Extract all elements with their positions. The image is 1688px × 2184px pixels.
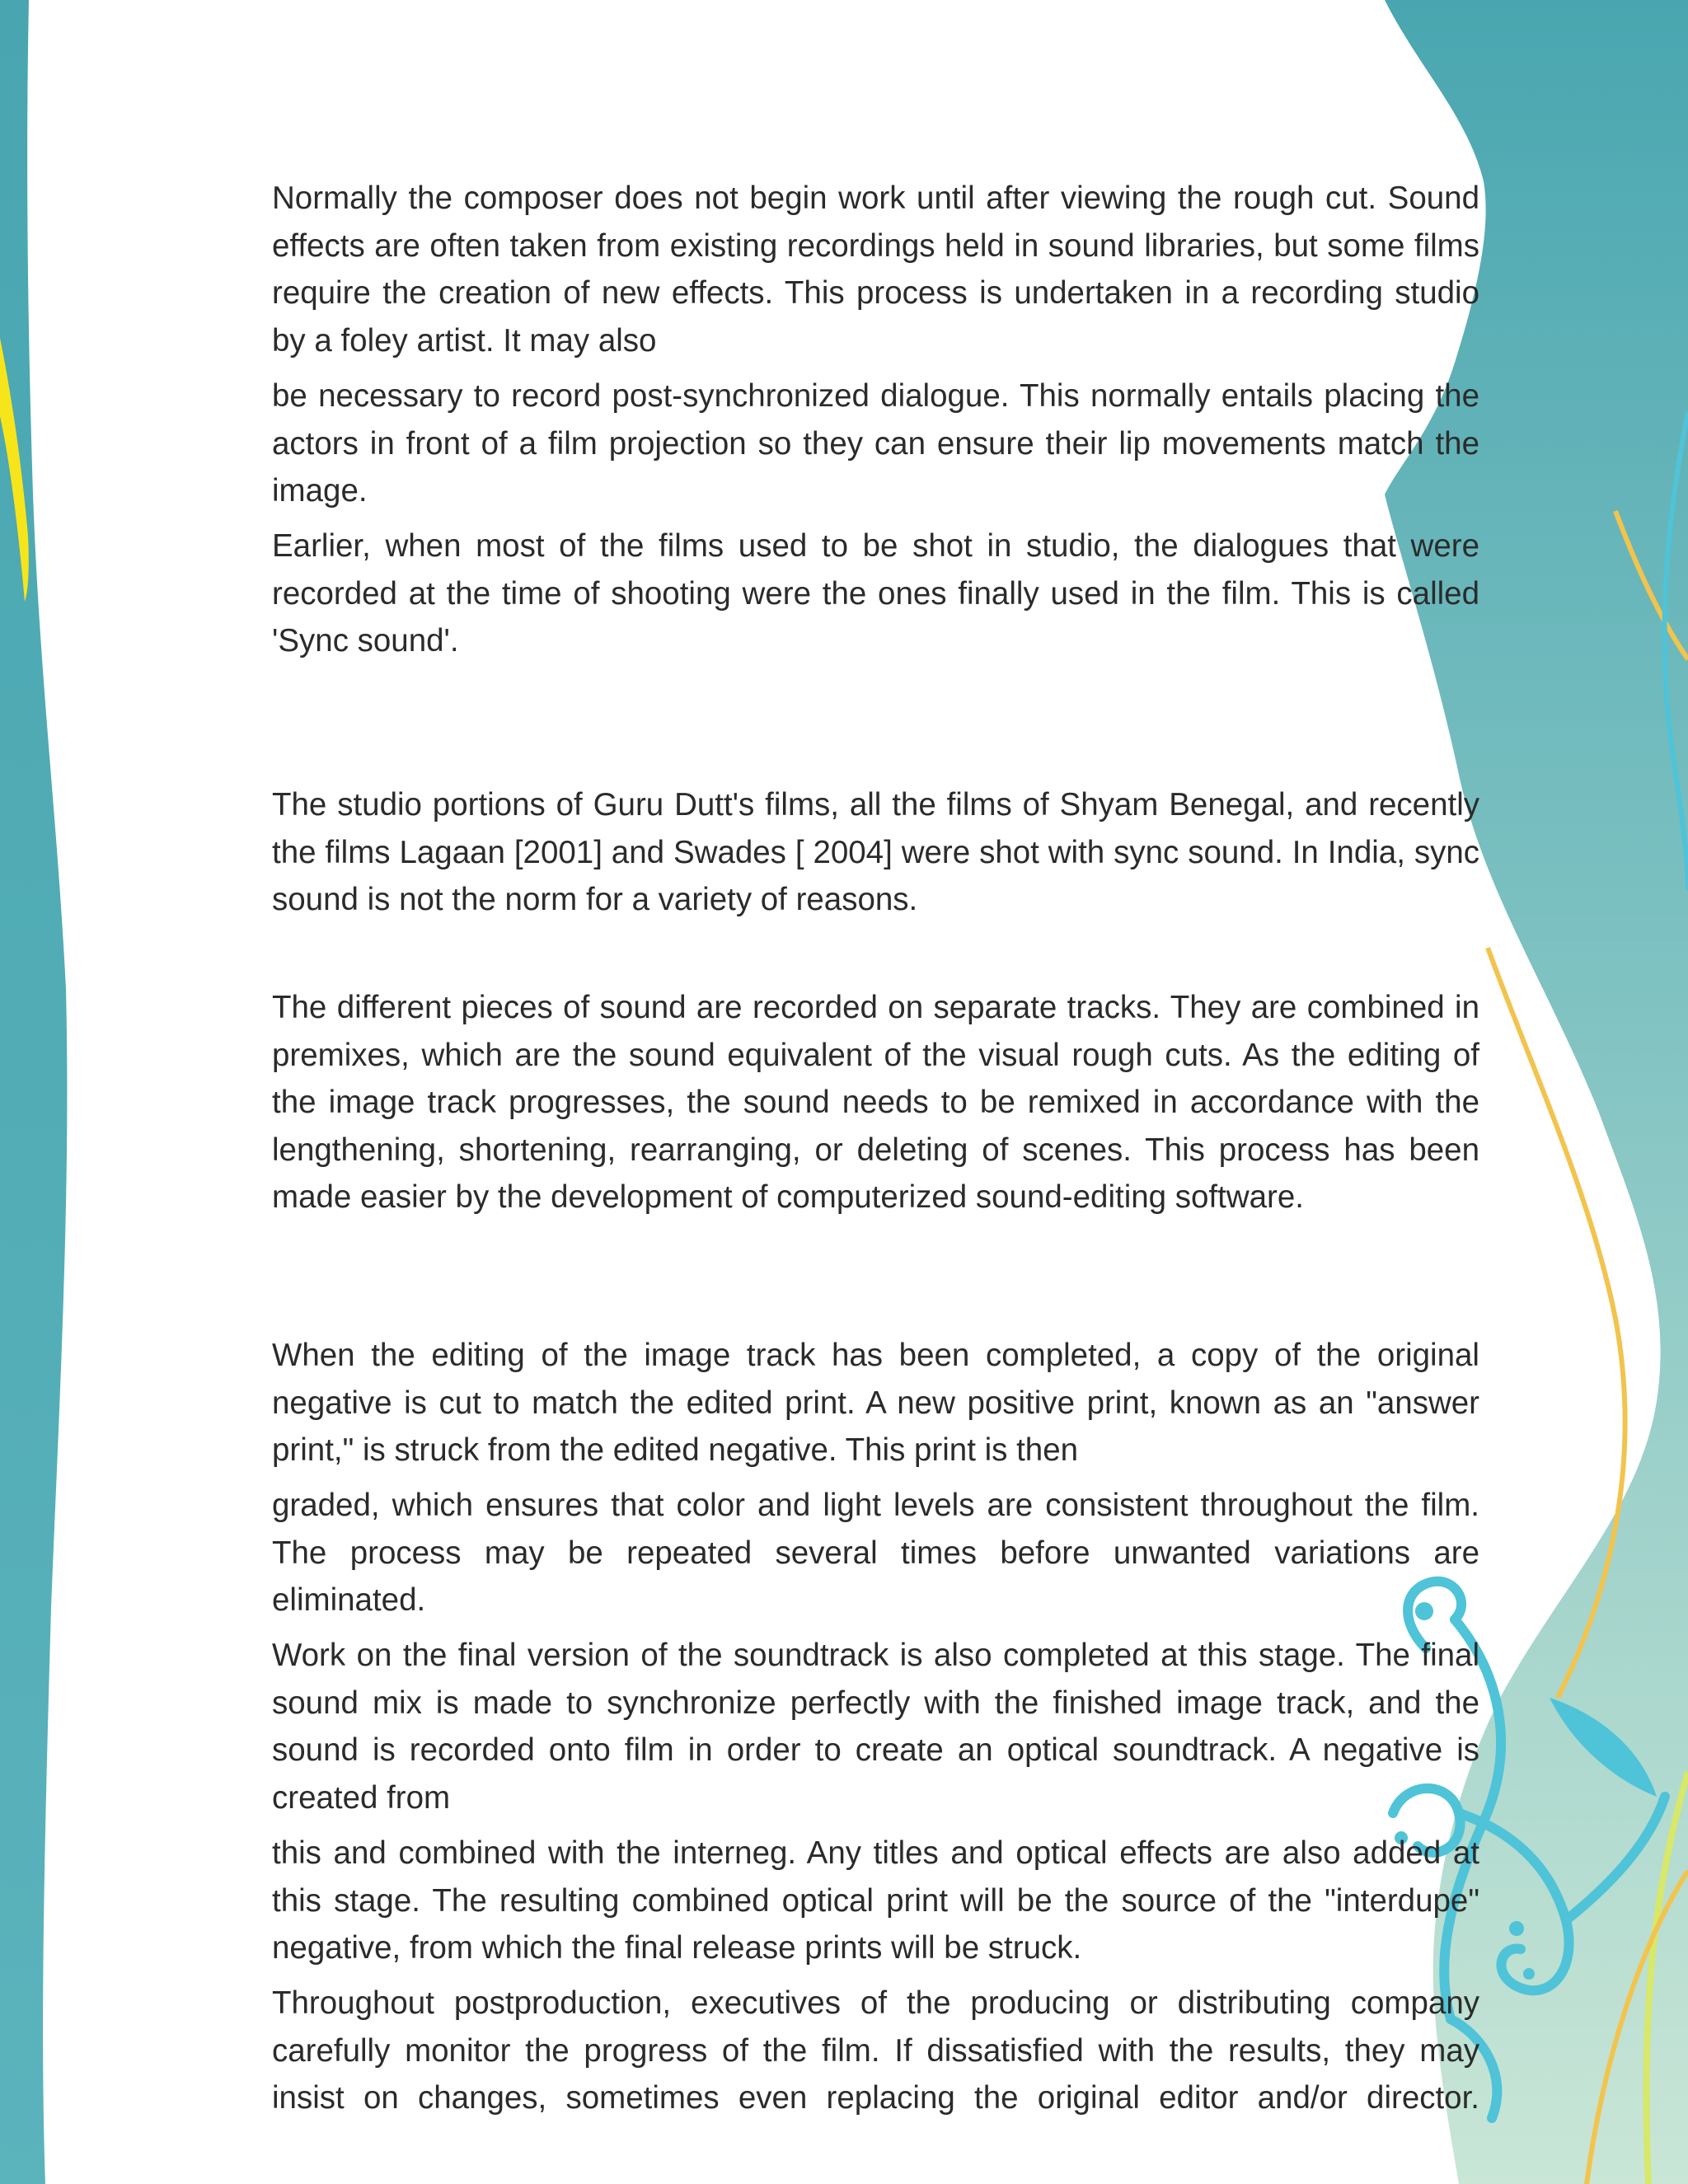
left-teal-band xyxy=(0,0,67,2184)
paragraph-5: The different pieces of sound are recorded on separate tracks. They are combined in premixes, which are the sound equivalent of the visual rough cuts. As the editing of the image track progresses, the sound needs to be remixed in accordance with the lengthening, shortening, rearranging, or deleting of scenes. This process has been made easier by the development of computerized sound-editing software. xyxy=(272,990,1479,1215)
paragraph-3: Earlier, when most of the films used to be shot in studio, the dialogues that were recorded at the time of shooting were the ones finally used in the film. This is called 'Sync sound'. xyxy=(272,528,1479,658)
paragraph-8: Work on the final version of the soundtrack is also completed at this stage. The final sound mix is made to synchronize perfectly with the finished image track, and the sound is recorded onto film in order to create an optical soundtrack. A negative is created from xyxy=(272,1638,1479,1816)
paragraph-7: graded, which ensures that color and light levels are consistent throughout the film. The process may be repeated several times before unwanted variations are eliminated. xyxy=(272,1488,1479,1618)
paragraph-6: When the editing of the image track has been completed, a copy of the original negative is cut to match the edited print. A new positive print, known as an "answer print," is struck from the edited negative. This print is then xyxy=(272,1338,1479,1468)
paragraph-1: Normally the composer does not begin work until after viewing the rough cut. Sound effects are often taken from existing recordings held in sound libraries, but some films require the creation of new effects. This process is undertaken in a recording studio by a foley artist. It may also xyxy=(272,180,1479,359)
paragraph-9: this and combined with the interneg. Any titles and optical effects are also added at this stage. The resulting combined optical print will be the source of the "interdupe" negative, from which the final release prints will be struck. xyxy=(272,1835,1479,1966)
paragraph-2: be necessary to record post-synchronized dialogue. This normally entails placing the actors in front of a film projection so they can ensure their lip movements match the image. xyxy=(272,378,1479,509)
paragraph-4: The studio portions of Guru Dutt's films, all the films of Shyam Benegal, and recently the films Lagaan [2001] and Swades [ 2004] were shot with sync sound. In India, sync sound is not the norm for a variety of reasons. xyxy=(272,787,1479,917)
paragraph-10: Throughout postproduction, executives of the producing or distributing company carefully monitor the progress of the film. If dissatisfied with the results, they may insist on changes, sometimes even replacing the original editor and/or director. xyxy=(272,1985,1479,2116)
